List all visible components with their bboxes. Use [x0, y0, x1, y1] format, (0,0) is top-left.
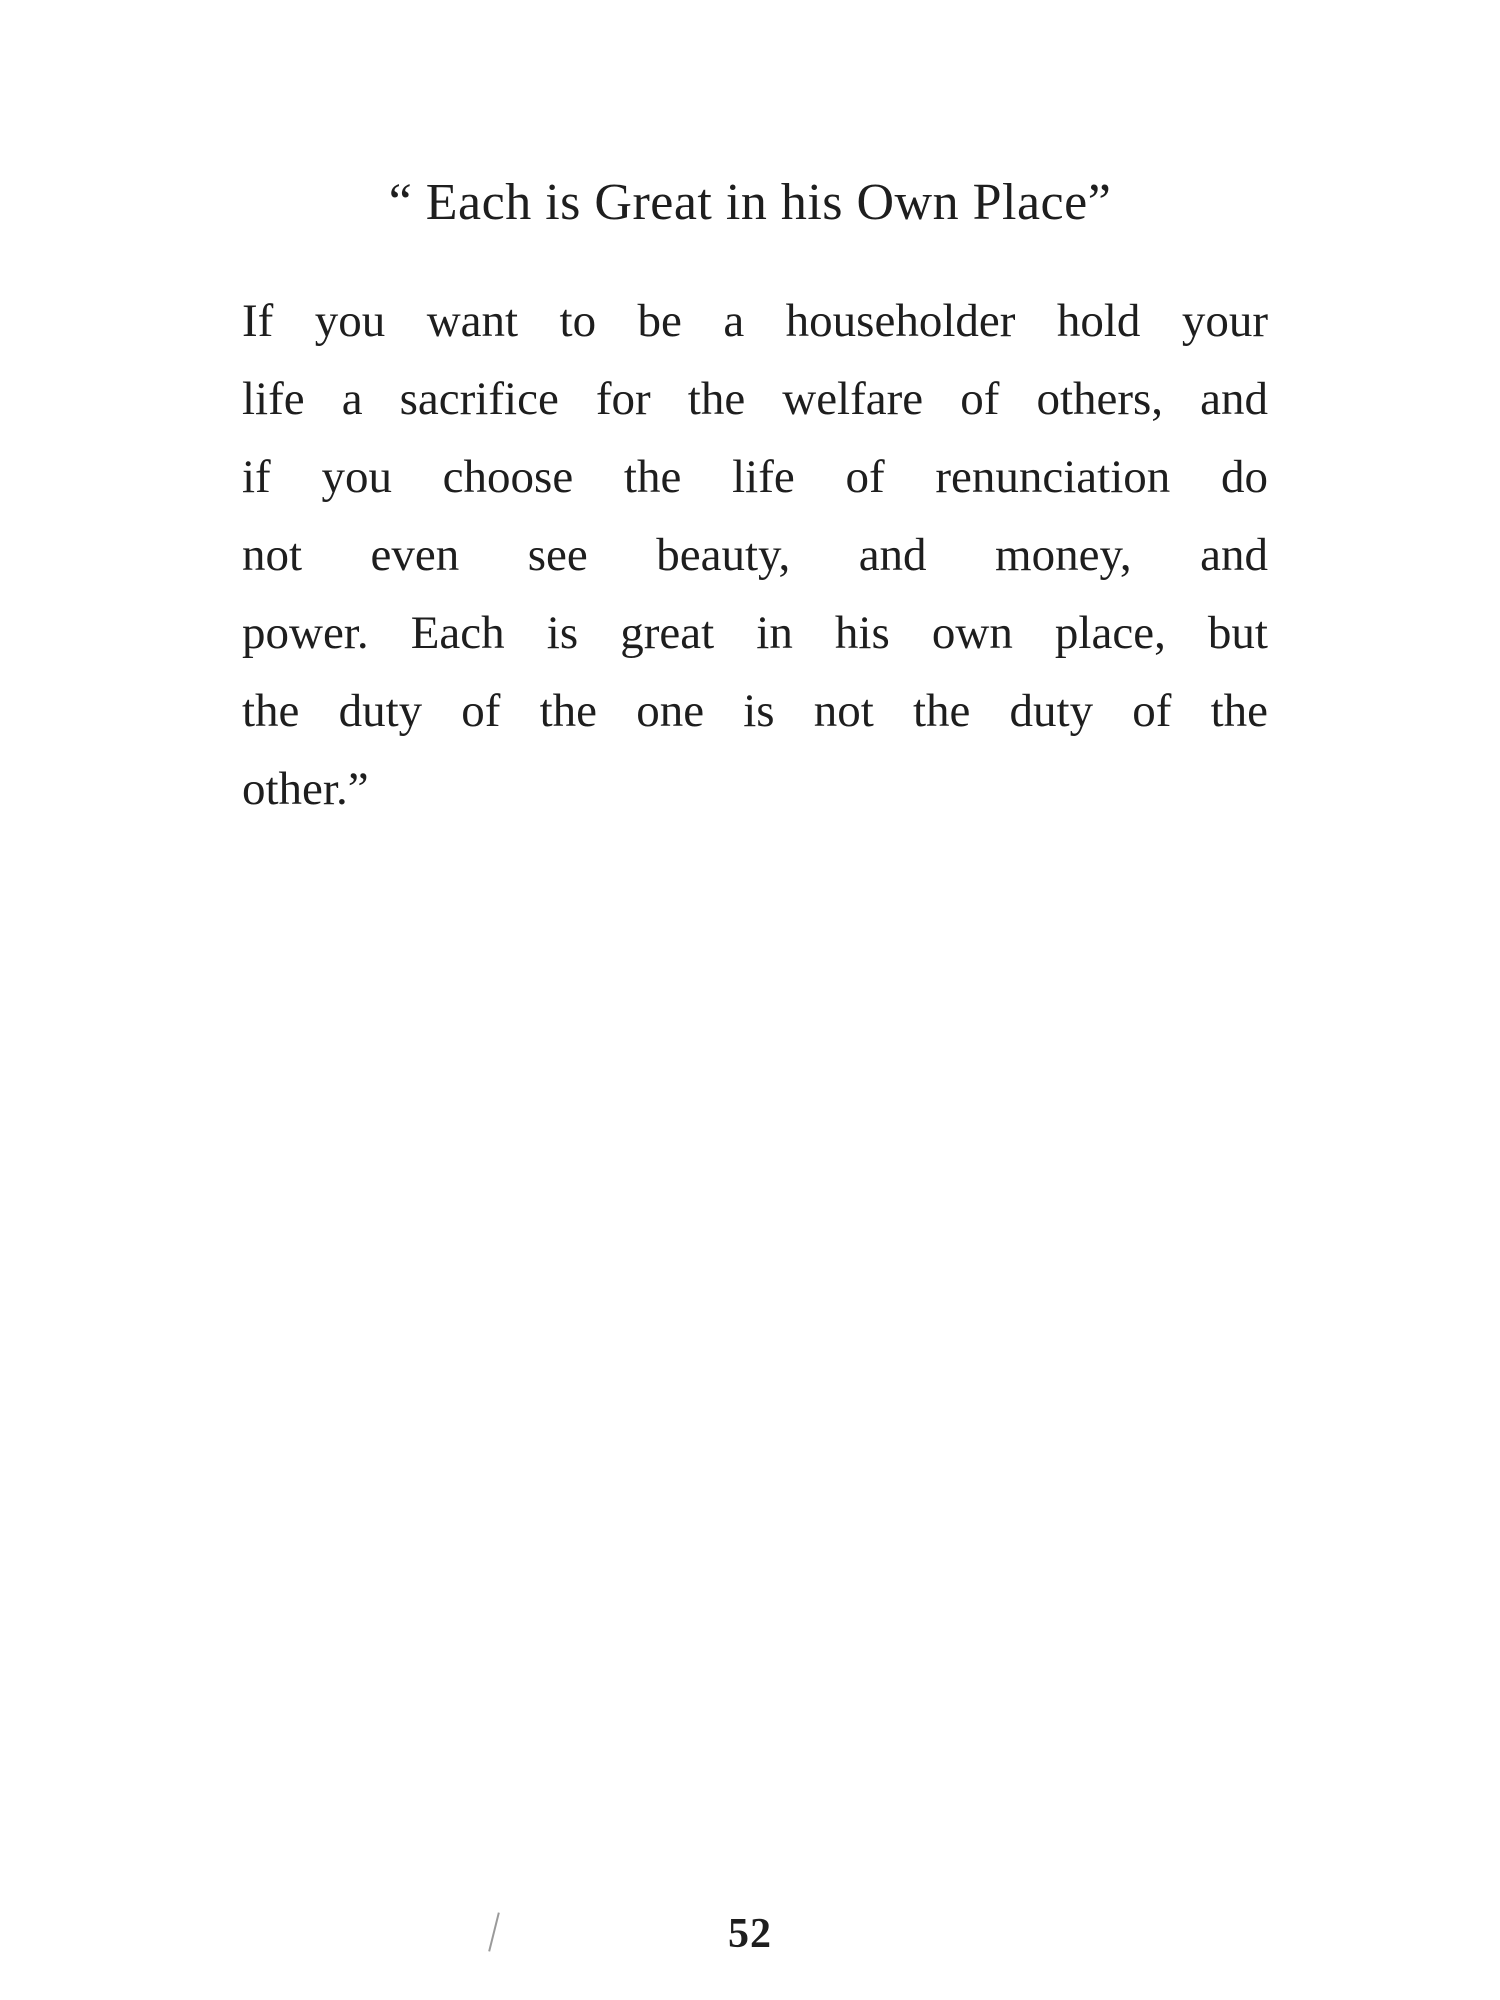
text-line-last: other.” [242, 763, 369, 815]
text-line: If you want to be a householder hold your [242, 295, 1268, 347]
text-line: the duty of the one is not the duty of the [242, 685, 1268, 737]
text-line: life a sacrifice for the welfare of others, and [242, 373, 1268, 425]
text-line: power. Each is great in his own place, but [242, 607, 1268, 659]
page-number: 52 [728, 1911, 772, 1957]
body-paragraph [242, 282, 1268, 828]
text-line: if you choose the life of renunciation do [242, 451, 1268, 503]
text-line: not even see beauty, and money, and [242, 529, 1268, 581]
page-heading: “ Each is Great in his Own Place” [388, 174, 1112, 231]
